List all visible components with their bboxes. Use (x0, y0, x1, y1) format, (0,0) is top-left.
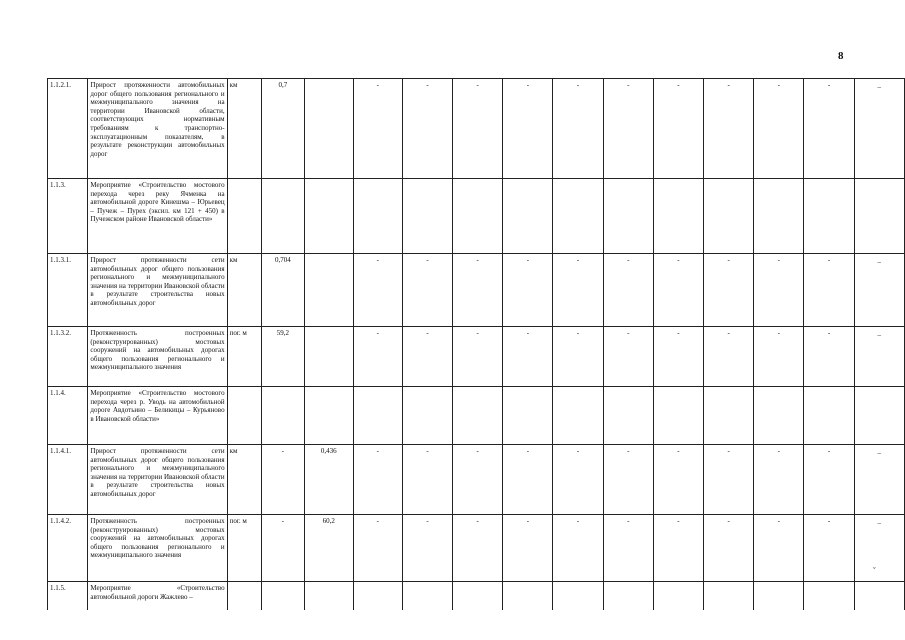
value-cell (854, 179, 904, 254)
value-cell: - (402, 327, 452, 387)
row-unit (227, 582, 261, 610)
value-cell: - (402, 79, 452, 179)
value-cell (854, 582, 904, 610)
value-cell (304, 79, 353, 179)
value-cell: - (804, 254, 854, 327)
row-unit: пог. м (227, 515, 261, 582)
value-cell: - (503, 445, 553, 515)
value-cell: - (553, 445, 603, 515)
row-description: Прирост протяженности автомобильных дорог общего пользования регионального и межмуниципального значения на территории Ивановской области, соответствующих нормативным требованиям к транспортно-эксплуатационным показателям, в результате реконструкции автомобильных дорог (88, 79, 227, 179)
table-row (48, 582, 905, 610)
value-cell: - (353, 445, 402, 515)
value-cell (304, 387, 353, 445)
value-cell: - (553, 254, 603, 327)
value-cell (754, 179, 804, 254)
page-number: 8 (838, 50, 844, 62)
value-cell: - (261, 445, 304, 515)
value-cell (261, 387, 304, 445)
table-row (48, 327, 905, 387)
value-cell: - (754, 515, 804, 582)
value-cell (553, 387, 603, 445)
value-cell (453, 179, 503, 254)
value-cell: 59,2 (261, 327, 304, 387)
value-cell: - (503, 79, 553, 179)
value-cell: - (653, 327, 703, 387)
row-description: Прирост протяженности сети автомобильных дорог общего пользования регионального и межмуниципального значения на территории Ивановской области в результате строительства новых автомобильных дорог (88, 445, 227, 515)
row-code: 1.1.3.1. (48, 254, 88, 327)
value-cell: - (754, 79, 804, 179)
value-cell: - (754, 445, 804, 515)
value-cell (353, 179, 402, 254)
value-cell: - (261, 515, 304, 582)
row-code: 1.1.3. (48, 179, 88, 254)
row-unit (227, 387, 261, 445)
row-unit: пог. м (227, 327, 261, 387)
value-cell (754, 582, 804, 610)
value-cell: _ (854, 79, 904, 179)
value-cell (754, 387, 804, 445)
value-cell: - (603, 445, 653, 515)
value-cell (653, 179, 703, 254)
value-cell: - (503, 254, 553, 327)
value-cell: - (603, 327, 653, 387)
value-cell: - (453, 515, 503, 582)
value-cell: _ (854, 445, 904, 515)
value-cell (704, 179, 754, 254)
value-cell: - (453, 327, 503, 387)
table-row (48, 79, 905, 179)
value-cell (704, 582, 754, 610)
row-description: Протяженность построенных (реконструированных) мостовых сооружений на автомобильных дорогах общего пользования регионального и межмуниципального значения (88, 515, 227, 582)
value-cell: - (704, 445, 754, 515)
value-cell: _ (854, 254, 904, 327)
value-cell: - (453, 254, 503, 327)
value-cell: - (603, 515, 653, 582)
value-cell: - (804, 327, 854, 387)
table-row (48, 515, 905, 582)
row-description: Мероприятие «Строительство автомобильной дороги Жажлево – (88, 582, 227, 610)
value-cell (653, 387, 703, 445)
value-cell (503, 582, 553, 610)
row-code: 1.1.4. (48, 387, 88, 445)
row-description: Мероприятие «Строительство мостового перехода через реку Ячменка на автомобильной дороге Кинешма – Юрьевец – Пучеж – Пурех (эксил. км 121 + 450) в Пучежском районе Ивановской области» (88, 179, 227, 254)
value-cell (653, 582, 703, 610)
row-unit: км (227, 79, 261, 179)
value-cell: - (503, 515, 553, 582)
value-cell (261, 582, 304, 610)
value-cell: - (402, 254, 452, 327)
value-cell: - (603, 254, 653, 327)
value-cell (304, 582, 353, 610)
value-cell (453, 387, 503, 445)
value-cell (804, 387, 854, 445)
row-code: 1.1.4.1. (48, 445, 88, 515)
value-cell (402, 582, 452, 610)
value-cell (503, 387, 553, 445)
value-cell: _ (854, 327, 904, 387)
value-cell: - (553, 79, 603, 179)
stray-mark: ˇ (873, 566, 876, 575)
value-cell: - (804, 445, 854, 515)
table-body (48, 79, 905, 610)
value-cell: - (402, 515, 452, 582)
value-cell (402, 387, 452, 445)
value-cell: _ (854, 515, 904, 582)
row-code: 1.1.3.2. (48, 327, 88, 387)
row-code: 1.1.5. (48, 582, 88, 610)
table-row (48, 254, 905, 327)
value-cell: - (754, 254, 804, 327)
value-cell: 0,436 (304, 445, 353, 515)
row-description: Прирост протяженности сети автомобильных дорог общего пользования регионального и межмуниципального значения на территории Ивановской области в результате строительства новых автомобильных дорог (88, 254, 227, 327)
value-cell: - (353, 327, 402, 387)
row-unit: км (227, 254, 261, 327)
row-code: 1.1.4.2. (48, 515, 88, 582)
value-cell (603, 582, 653, 610)
value-cell: - (553, 327, 603, 387)
value-cell (304, 327, 353, 387)
value-cell (353, 387, 402, 445)
value-cell (704, 387, 754, 445)
row-code: 1.1.2.1. (48, 79, 88, 179)
value-cell: - (704, 327, 754, 387)
value-cell: - (503, 327, 553, 387)
value-cell (503, 179, 553, 254)
value-cell (553, 179, 603, 254)
value-cell: - (453, 445, 503, 515)
table-row (48, 445, 905, 515)
row-unit: км (227, 445, 261, 515)
value-cell: - (453, 79, 503, 179)
value-cell: 60,2 (304, 515, 353, 582)
value-cell: - (704, 254, 754, 327)
value-cell (553, 582, 603, 610)
value-cell: - (353, 254, 402, 327)
value-cell (603, 179, 653, 254)
value-cell (804, 582, 854, 610)
value-cell (603, 387, 653, 445)
value-cell: - (704, 79, 754, 179)
value-cell: - (353, 79, 402, 179)
value-cell (304, 254, 353, 327)
value-cell: - (804, 515, 854, 582)
table-row (48, 387, 905, 445)
value-cell: - (653, 515, 703, 582)
value-cell: 0,7 (261, 79, 304, 179)
value-cell: 0,704 (261, 254, 304, 327)
value-cell: - (653, 254, 703, 327)
value-cell (453, 582, 503, 610)
indicators-table (47, 78, 905, 610)
row-description: Мероприятие «Строительство мостового перехода через р. Уводь на автомобильной дороге Авдотьино – Беликицы – Курьяново в Ивановской области» (88, 387, 227, 445)
row-description: Протяженность построенных (реконструированных) мостовых сооружений на автомобильных дорогах общего пользования регионального и межмуниципального значения (88, 327, 227, 387)
value-cell: - (804, 79, 854, 179)
value-cell (804, 179, 854, 254)
value-cell (854, 387, 904, 445)
value-cell (353, 582, 402, 610)
value-cell: - (353, 515, 402, 582)
value-cell: - (704, 515, 754, 582)
value-cell (304, 179, 353, 254)
value-cell: - (754, 327, 804, 387)
value-cell: - (653, 79, 703, 179)
value-cell (402, 179, 452, 254)
table-row (48, 179, 905, 254)
value-cell: - (653, 445, 703, 515)
value-cell: - (553, 515, 603, 582)
row-unit (227, 179, 261, 254)
value-cell: - (402, 445, 452, 515)
value-cell: - (603, 79, 653, 179)
value-cell (261, 179, 304, 254)
